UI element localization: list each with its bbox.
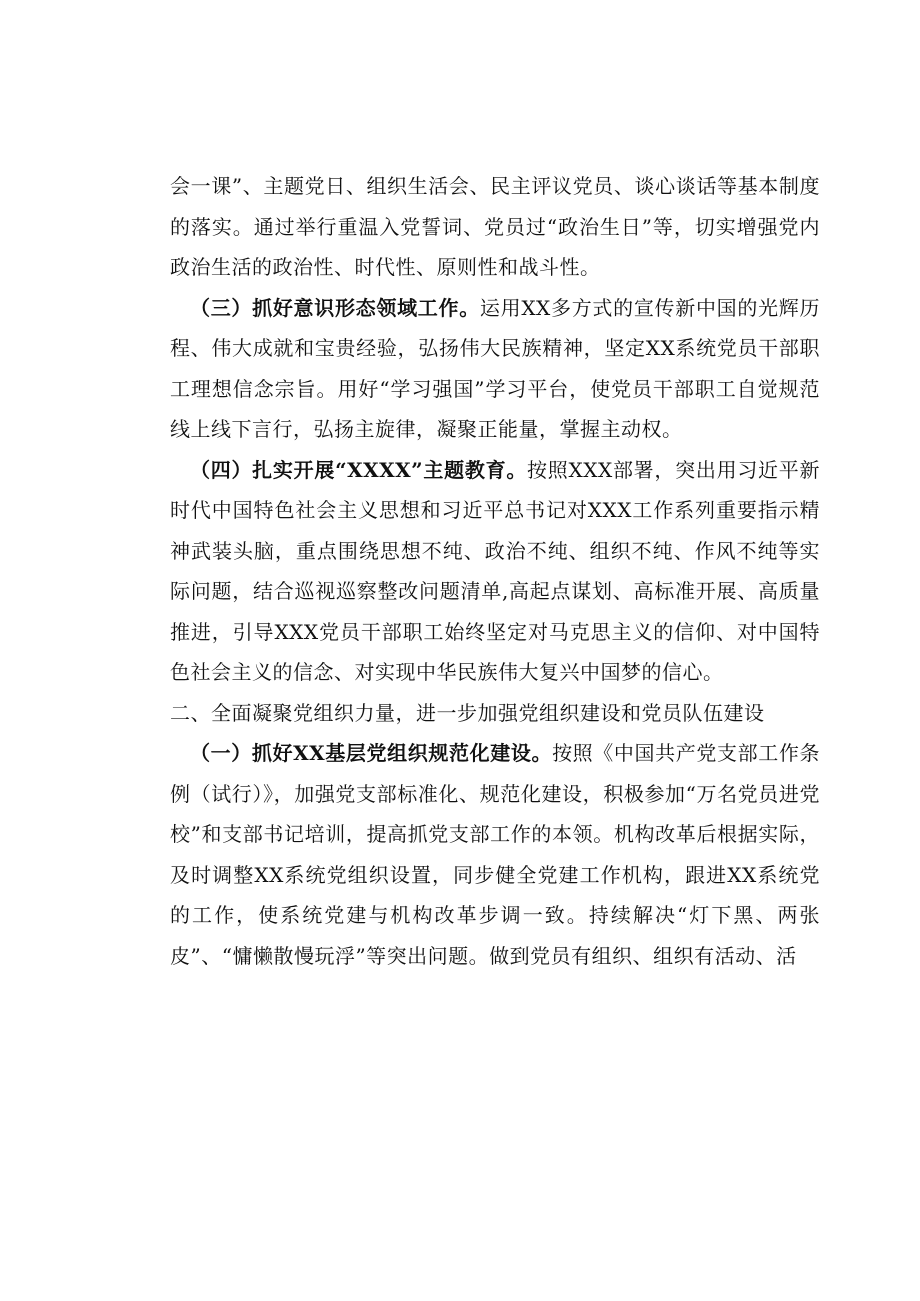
paragraph-text: 按照XXX部署，突出用习近平新时代中国特色社会主义思想和习近平总书记对XXX工作系列重要指示精神武装头脑，重点围绕思想不纯、政治不纯、组织不纯、作风不纯等实际问题，结合巡视巡察整改问题清单,高起点谋划、高标准开展、高质量推进，引导XXX党员干部职工始终坚定对马克思主义的信仰、对中国特色社会主义的信念、对实现中华民族伟大复兴中国梦的信心。 [170, 457, 820, 684]
paragraph-text: 按照《中国共产党支部工作条例（试行）》，加强党支部标准化、规范化建设，积极参加“万名党员进党校”和支部书记培训，提高抓党支部工作的本领。机构改革后根据实际，及时调整XX系统党组织设置，同步健全党建工作机构，跟进XX系统党的工作，使系统党建与机构改革步调一致。持续解决“灯下黑、两张皮”、“慵懒散慢玩浮”等突出问题。做到党员有组织、组织有活动、活 [170, 741, 820, 968]
document-body [170, 166, 820, 976]
paragraph-continuation [170, 166, 820, 288]
paragraph-text: 会一课”、主题党日、组织生活会、民主评议党员、谈心谈话等基本制度的落实。通过举行重温入党誓词、党员过“政治生日”等，切实增强党内政治生活的政治性、时代性、原则性和战斗性。 [170, 174, 820, 279]
paragraph-lead-heading: （一）抓好XX基层党组织规范化建设。 [190, 741, 553, 765]
section-heading-text: 二、全面凝聚党组织力量，进一步加强党组织建设和党员队伍建设 [170, 700, 765, 725]
paragraph-grassroots-building [170, 733, 820, 976]
paragraph-ideology-work [170, 288, 820, 450]
section-heading [170, 693, 820, 734]
paragraph-text: 运用XX多方式的宣传新中国的光辉历程、伟大成就和宝贵经验，弘扬伟大民族精神，坚定XX系统党员干部职工理想信念宗旨。用好“学习强国”学习平台，使党员干部职工自觉规范线上线下言行，弘扬主旋律，凝聚正能量，掌握主动权。 [170, 295, 820, 441]
paragraph-lead-heading: （三）抓好意识形态领域工作。 [190, 295, 480, 320]
paragraph-theme-education [170, 450, 820, 693]
paragraph-lead-heading: （四）扎实开展“XXXX”主题教育。 [190, 457, 528, 482]
